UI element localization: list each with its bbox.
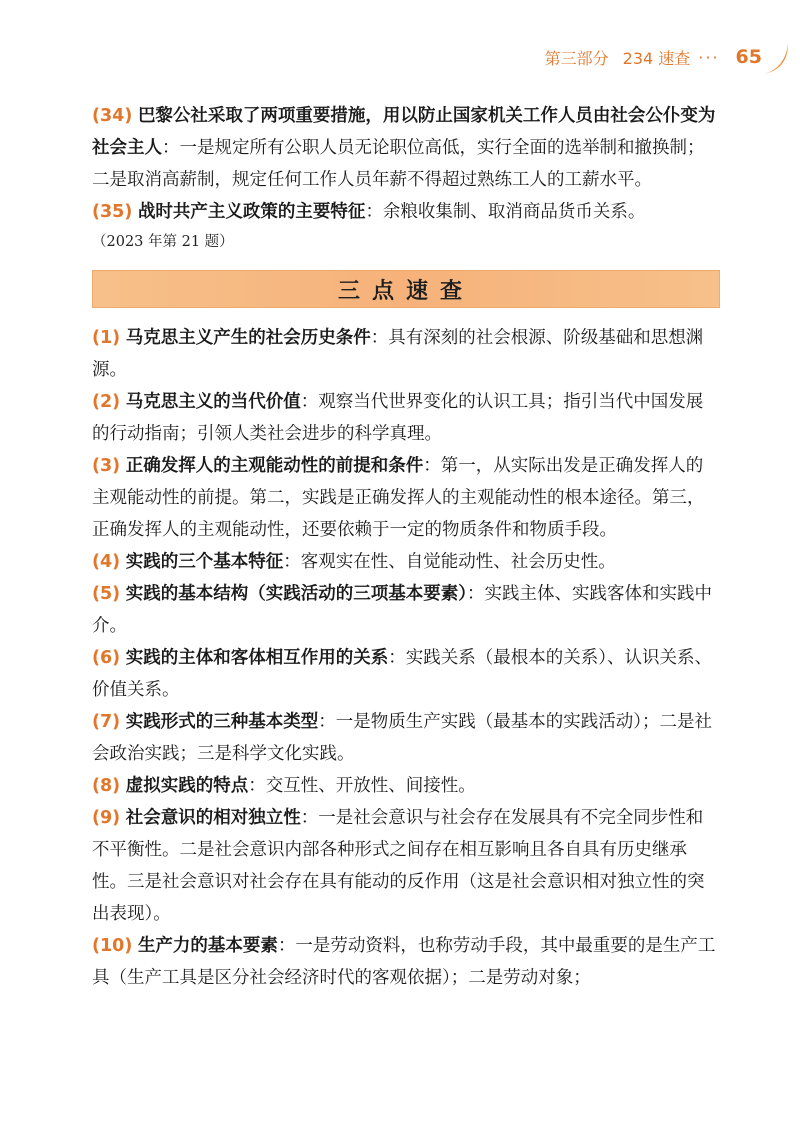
entry-heading: 虚拟实践的特点: [125, 776, 249, 796]
entry-heading: 社会意识的相对独立性: [125, 808, 301, 828]
entry-heading: 生产力的基本要素: [137, 936, 278, 956]
entry-body: ：实践主体、实践客体和实践中介。: [92, 584, 713, 636]
entry-heading: 马克思主义产生的社会历史条件: [125, 328, 371, 348]
entry-number: (9): [92, 808, 121, 828]
entry-number: (5): [92, 584, 121, 604]
entry-6: [92, 642, 720, 706]
entry-34: [92, 100, 720, 196]
entry-number: (2): [92, 392, 121, 412]
entry-number: (10): [92, 936, 133, 956]
header-section: 第三部分: [544, 48, 609, 68]
entry-3: [92, 450, 720, 546]
exam-reference-note: （2023 年第 21 题）: [92, 234, 234, 250]
page-corner-swoosh-icon: [760, 42, 792, 76]
entry-7: [92, 706, 720, 770]
page-content: [92, 100, 720, 994]
entry-2: [92, 386, 720, 450]
entry-heading: 马克思主义的当代价值: [125, 392, 301, 412]
section-title: 三点速查: [337, 278, 474, 304]
entry-number: (35): [92, 202, 133, 222]
page-header: [545, 40, 762, 74]
entry-body: ：观察当代世界变化的认识工具；指引当代中国发展的行动指南；引领人类社会进步的科学真理。: [92, 392, 704, 444]
entry-body: ：一是社会意识与社会存在发展具有不完全同步性和不平衡性。二是社会意识内部各种形式之间存在相互影响且各自具有历史继承性。三是社会意识对社会存在具有能动的反作用（这是社会意识相对独立性的突出表现）。: [92, 808, 705, 924]
entry-heading: 实践的基本结构（实践活动的三项基本要素）: [125, 584, 468, 604]
entry-35: [92, 196, 720, 228]
entry-number: (34): [92, 106, 133, 126]
page-number: 65: [735, 46, 762, 68]
entry-4: [92, 546, 720, 578]
entry-number: (4): [92, 552, 121, 572]
entry-number: (3): [92, 456, 121, 476]
entry-body: ：一是物质生产实践（最基本的实践活动）；二是社会政治实践；三是科学文化实践。: [92, 712, 713, 764]
section-banner: [92, 270, 720, 308]
header-title: 234 速查: [622, 48, 691, 68]
entry-body: ：实践关系（最根本的关系）、认识关系、价值关系。: [92, 648, 713, 700]
entry-heading: 实践的主体和客体相互作用的关系: [125, 648, 389, 668]
entry-number: (8): [92, 776, 121, 796]
entry-number: (6): [92, 648, 121, 668]
entry-body: ：一是规定所有公职人员无论职位高低，实行全面的选举制和撤换制；二是取消高薪制，规定任何工作人员年薪不得超过熟练工人的工薪水平。: [92, 138, 705, 190]
entry-number: (1): [92, 328, 121, 348]
entry-1: [92, 322, 720, 386]
entry-body: ：具有深刻的社会根源、阶级基础和思想渊源。: [92, 328, 704, 380]
header-dots: ···: [698, 47, 720, 67]
entry-body: ：余粮收集制、取消商品货币关系。: [365, 202, 646, 222]
entry-number: (7): [92, 712, 121, 732]
entry-body: ：客观实在性、自觉能动性、社会历史性。: [283, 552, 616, 572]
entry-5: [92, 578, 720, 642]
entry-heading: 正确发挥人的主观能动性的前提和条件: [125, 456, 424, 476]
entry-body: ：交互性、开放性、间接性。: [248, 776, 476, 796]
entry-9: [92, 802, 720, 930]
entry-heading: 实践形式的三种基本类型: [125, 712, 319, 732]
entry-heading: 巴黎公社采取了两项重要措施，用以防止国家机关工作人员由社会公仆变为社会主人: [92, 106, 716, 158]
entry-10: [92, 930, 720, 994]
entry-heading: 战时共产主义政策的主要特征: [137, 202, 366, 222]
entry-body: ：第一，从实际出发是正确发挥人的主观能动性的前提。第二，实践是正确发挥人的主观能动性的根本途径。第三，正确发挥人的主观能动性，还要依赖于一定的物质条件和物质手段。: [92, 456, 705, 540]
entry-body: ：一是劳动资料，也称劳动手段，其中最重要的是生产工具（生产工具是区分社会经济时代的客观依据）；二是劳动对象；: [92, 936, 716, 988]
entry-heading: 实践的三个基本特征: [125, 552, 284, 572]
entry-8: [92, 770, 720, 802]
